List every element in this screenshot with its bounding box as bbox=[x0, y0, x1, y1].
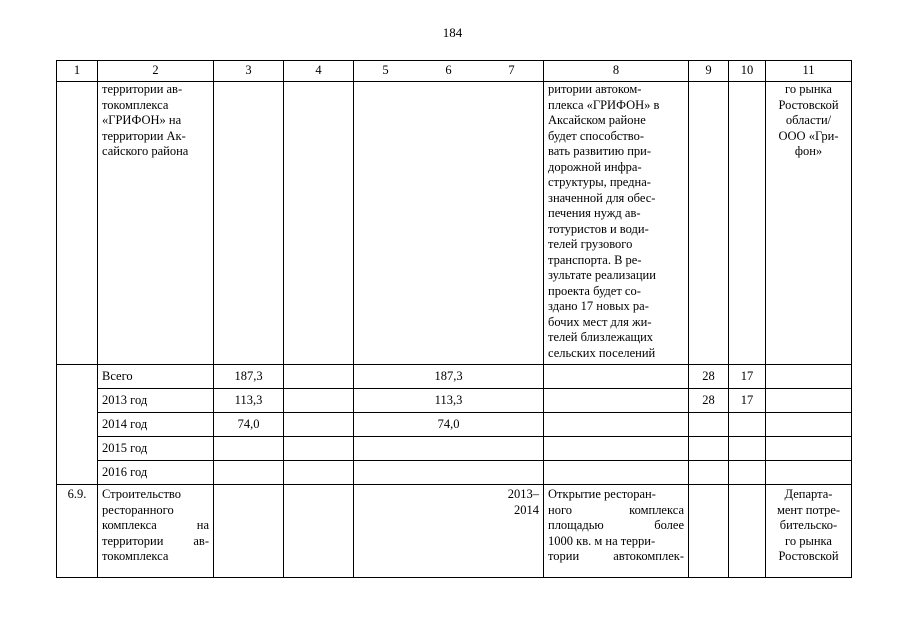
col-header-9: 9 bbox=[689, 61, 729, 82]
continuation-num-cell bbox=[57, 82, 98, 365]
text-line: дорожной инфра- bbox=[548, 159, 642, 174]
summary-total-value: 113,3 bbox=[214, 389, 284, 413]
text-line: токомплекса bbox=[102, 97, 169, 112]
text-line: го рынка bbox=[785, 82, 832, 96]
summary-cell-11 bbox=[766, 389, 852, 413]
col-header-3: 3 bbox=[214, 61, 284, 82]
summary-total-value bbox=[214, 437, 284, 461]
summary-row-2014 bbox=[57, 413, 852, 437]
summary-value-10: 17 bbox=[729, 389, 766, 413]
summary-budget-value: 187,3 bbox=[354, 365, 544, 389]
summary-value-10 bbox=[729, 413, 766, 437]
col-header-5-7 bbox=[354, 61, 544, 82]
col-header-7: 7 bbox=[508, 63, 515, 78]
text-line: 2013– bbox=[507, 487, 539, 501]
text-line: транспорта. В ре- bbox=[548, 252, 642, 267]
summary-label: 2014 год bbox=[98, 413, 214, 437]
item-cell-9 bbox=[689, 485, 729, 578]
text-line: территории Ак- bbox=[102, 128, 186, 143]
summary-label: 2016 год bbox=[98, 461, 214, 485]
summary-cell-11 bbox=[766, 365, 852, 389]
text-line: Строительство bbox=[102, 487, 182, 501]
item-number: 6.9. bbox=[57, 485, 98, 578]
text-line: зультате реализации bbox=[548, 268, 656, 282]
text-line: фон» bbox=[794, 144, 823, 158]
text-line: Открытие ресторан- bbox=[548, 487, 656, 501]
summary-cell-11 bbox=[766, 461, 852, 485]
text-line: площадью более bbox=[548, 518, 684, 532]
summary-cell-4 bbox=[284, 389, 354, 413]
text-line: 2014 bbox=[514, 502, 539, 517]
summary-budget-value: 74,0 bbox=[354, 413, 544, 437]
text-line: мент потре- bbox=[776, 502, 841, 517]
col-header-4: 4 bbox=[284, 61, 354, 82]
text-line: 1000 кв. м на терри- bbox=[548, 533, 656, 548]
page-number: 184 bbox=[442, 25, 463, 40]
summary-row-2013 bbox=[57, 389, 852, 413]
text-line: Департа- bbox=[784, 487, 833, 501]
text-line: сельских поселений bbox=[548, 345, 656, 360]
summary-row-2015 bbox=[57, 437, 852, 461]
text-line: ресторанного bbox=[102, 502, 174, 517]
summary-budget-value: 113,3 bbox=[354, 389, 544, 413]
item-executor-cell bbox=[766, 485, 852, 578]
col-header-8: 8 bbox=[544, 61, 689, 82]
text-line: токомплекса bbox=[102, 549, 169, 563]
col-header-5: 5 bbox=[382, 63, 389, 78]
item-period-cell bbox=[354, 485, 544, 578]
item-row-6-9 bbox=[57, 485, 852, 578]
col-header-6: 6 bbox=[445, 63, 452, 78]
text-line: Ростовской bbox=[778, 549, 839, 563]
text-line: телей грузового bbox=[548, 237, 633, 251]
item-cell-10 bbox=[729, 485, 766, 578]
text-line: бительско- bbox=[779, 518, 838, 532]
summary-cell-11 bbox=[766, 413, 852, 437]
summary-value-9: 28 bbox=[689, 389, 729, 413]
summary-total-value bbox=[214, 461, 284, 485]
summary-row-2016 bbox=[57, 461, 852, 485]
summary-value-10: 17 bbox=[729, 365, 766, 389]
summary-cell-8 bbox=[544, 389, 689, 413]
item-name-cell bbox=[98, 485, 214, 578]
text-line: структуры, предна- bbox=[548, 175, 651, 189]
summary-cell-4 bbox=[284, 413, 354, 437]
item-cell-3 bbox=[214, 485, 284, 578]
program-table bbox=[56, 60, 852, 578]
text-line: вать развитию при- bbox=[548, 144, 651, 158]
summary-budget-value bbox=[354, 461, 544, 485]
summary-cell-4 bbox=[284, 365, 354, 389]
summary-total-value: 74,0 bbox=[214, 413, 284, 437]
continuation-cell-5-7 bbox=[354, 82, 544, 365]
summary-cell-8 bbox=[544, 365, 689, 389]
summary-value-9: 28 bbox=[689, 365, 729, 389]
col-header-10: 10 bbox=[729, 61, 766, 82]
summary-cell-8 bbox=[544, 413, 689, 437]
text-line: бочих мест для жи- bbox=[548, 314, 652, 329]
summary-row-total bbox=[57, 365, 852, 389]
text-line: проекта будет со- bbox=[548, 283, 641, 298]
text-line: комплекса на bbox=[102, 518, 209, 532]
summary-num-cell bbox=[57, 365, 98, 485]
text-line: сайского района bbox=[102, 144, 189, 158]
summary-label: Всего bbox=[98, 365, 214, 389]
text-line: ритории автоком- bbox=[548, 82, 642, 96]
continuation-result-cell bbox=[544, 82, 689, 365]
text-line: тории автокомплек- bbox=[548, 549, 684, 563]
col-header-11: 11 bbox=[766, 61, 852, 82]
text-line: значенной для обес- bbox=[548, 190, 656, 205]
column-number-row bbox=[57, 61, 852, 82]
continuation-cell-4 bbox=[284, 82, 354, 365]
text-line: территории ав- bbox=[102, 533, 209, 548]
summary-label: 2015 год bbox=[98, 437, 214, 461]
text-line: здано 17 новых ра- bbox=[548, 299, 649, 313]
text-line: плекса «ГРИФОН» в bbox=[548, 97, 660, 112]
summary-cell-8 bbox=[544, 461, 689, 485]
summary-label: 2013 год bbox=[98, 389, 214, 413]
text-line: ного комплекса bbox=[548, 502, 684, 517]
text-line: Аксайском районе bbox=[548, 113, 646, 127]
text-line: ООО «Гри- bbox=[778, 128, 839, 143]
continuation-cell-10 bbox=[729, 82, 766, 365]
summary-total-value: 187,3 bbox=[214, 365, 284, 389]
item-cell-4 bbox=[284, 485, 354, 578]
summary-value-9 bbox=[689, 437, 729, 461]
text-line: печения нужд ав- bbox=[548, 206, 641, 220]
continuation-cell-3 bbox=[214, 82, 284, 365]
col-header-1: 1 bbox=[57, 61, 98, 82]
text-line: тотуристов и води- bbox=[548, 221, 649, 236]
text-line: «ГРИФОН» на bbox=[102, 113, 182, 127]
summary-cell-4 bbox=[284, 461, 354, 485]
text-line: Ростовской bbox=[778, 97, 839, 112]
text-line: го рынка bbox=[785, 533, 832, 548]
text-line: будет способство- bbox=[548, 128, 645, 143]
summary-value-10 bbox=[729, 461, 766, 485]
text-line: телей близлежащих bbox=[548, 330, 654, 344]
text-line: территории ав- bbox=[102, 82, 183, 96]
summary-cell-11 bbox=[766, 437, 852, 461]
summary-value-9 bbox=[689, 413, 729, 437]
summary-cell-8 bbox=[544, 437, 689, 461]
continuation-cell-9 bbox=[689, 82, 729, 365]
item-result-cell bbox=[544, 485, 689, 578]
summary-cell-4 bbox=[284, 437, 354, 461]
text-line: области/ bbox=[785, 113, 832, 127]
continuation-name-cell bbox=[98, 82, 214, 365]
continuation-executor-cell bbox=[766, 82, 852, 365]
col-header-2: 2 bbox=[98, 61, 214, 82]
summary-value-9 bbox=[689, 461, 729, 485]
summary-value-10 bbox=[729, 437, 766, 461]
continuation-row bbox=[57, 82, 852, 365]
summary-budget-value bbox=[354, 437, 544, 461]
